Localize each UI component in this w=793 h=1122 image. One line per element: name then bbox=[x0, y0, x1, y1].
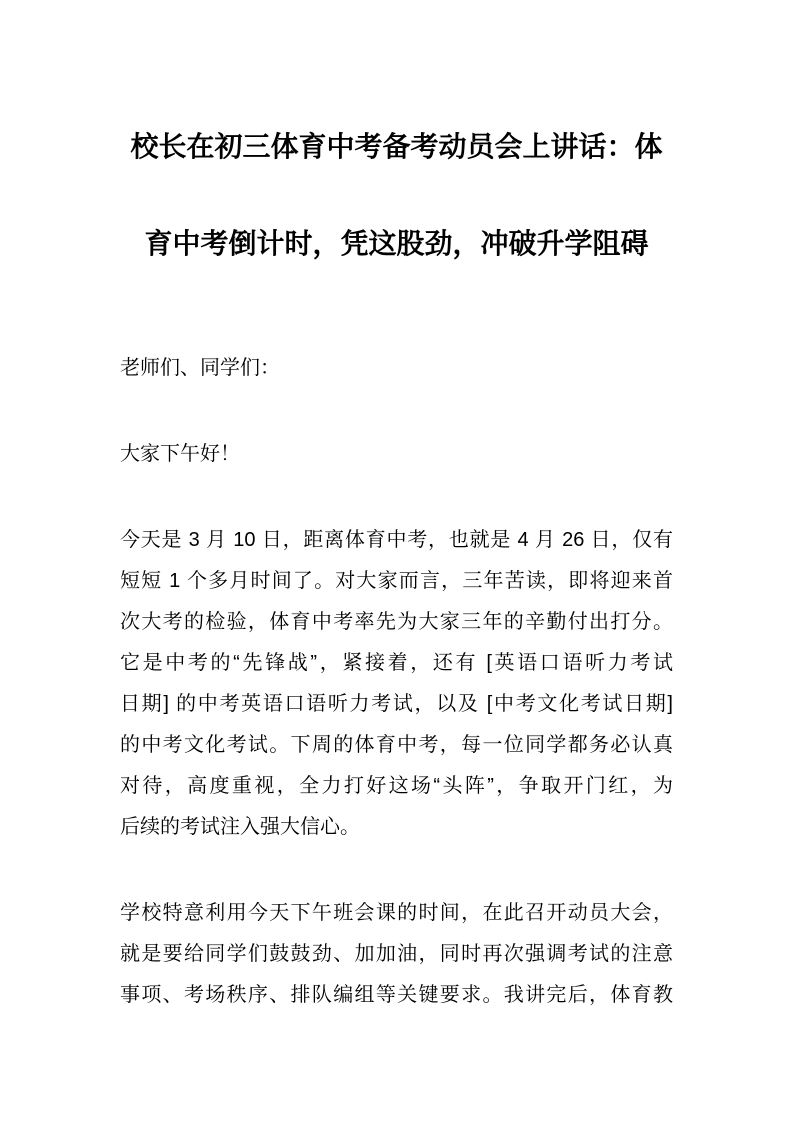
text-line: 就是要给同学们鼓鼓劲、加加油，同时再次强调考试的注意 bbox=[120, 943, 673, 965]
text-line: 日期] 的中考英语口语听力考试，以及 [中考文化考试日期] bbox=[120, 693, 673, 715]
document-body bbox=[120, 348, 673, 1016]
text-line: 短短 1 个多月时间了。对大家而言，三年苦读，即将迎来首 bbox=[120, 570, 673, 592]
paragraph bbox=[120, 348, 673, 389]
text-line: 它是中考的“先锋战”，紧接着，还有 [英语口语听力考试 bbox=[120, 652, 673, 674]
text-line: 事项、考场秩序、排队编组等关键要求。我讲完后，体育教 bbox=[120, 984, 673, 1006]
paragraph bbox=[120, 520, 673, 848]
document-title bbox=[118, 98, 675, 292]
paragraph bbox=[120, 434, 673, 475]
paragraph bbox=[120, 893, 673, 1016]
text-line: 学校特意利用今天下午班会课的时间，在此召开动员大会， bbox=[120, 902, 673, 924]
text-line: 老师们、同学们： bbox=[120, 357, 280, 379]
text-line: 大家下午好！ bbox=[120, 443, 240, 465]
text-line: 的中考文化考试。下周的体育中考，每一位同学都务必认真 bbox=[120, 734, 673, 756]
text-line: 对待，高度重视，全力打好这场“头阵”，争取开门红，为 bbox=[120, 775, 673, 797]
title-line: 育中考倒计时，凭这股劲，冲破升学阻碍 bbox=[144, 228, 649, 259]
title-line: 校长在初三体育中考备考动员会上讲话：体 bbox=[130, 131, 663, 162]
text-line: 今天是 3 月 10 日，距离体育中考，也就是 4 月 26 日，仅有 bbox=[120, 529, 673, 551]
text-line: 次大考的检验，体育中考率先为大家三年的辛勤付出打分。 bbox=[120, 611, 673, 633]
text-line: 后续的考试注入强大信心。 bbox=[120, 816, 360, 838]
